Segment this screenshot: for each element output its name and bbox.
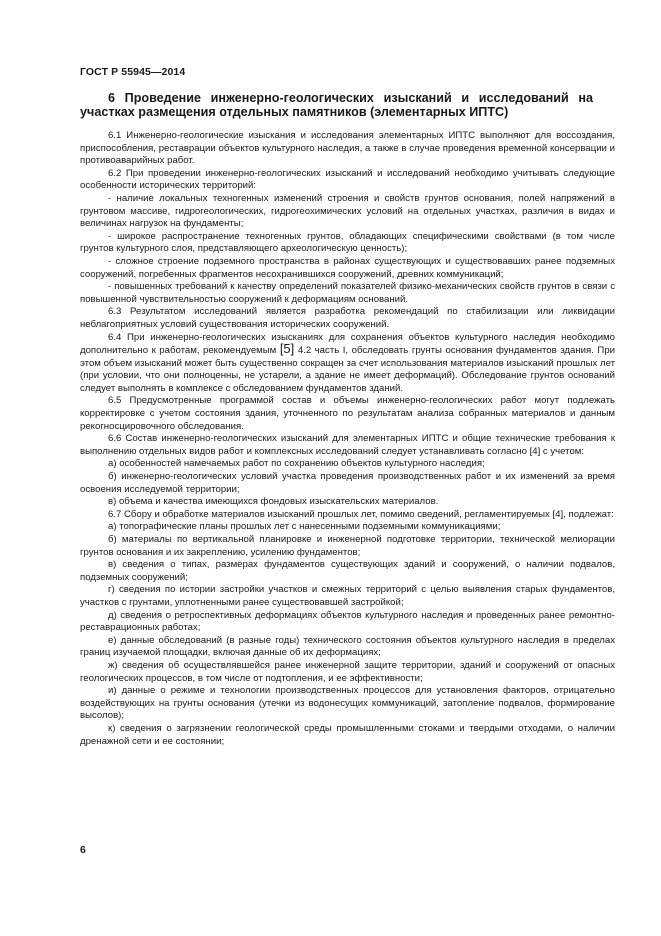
paragraph-6-5: 6.5 Предусмотренные программой состав и объемы инженерно-геологических работ могут подлежать корректировке с учетом состояния здания, уточненного по результатам анализа собранных материалов и данным рекогносцировочного обследования. [80, 395, 615, 432]
paragraph-6-7: 6.7 Сбору и обработке материалов изысканий прошлых лет, помимо сведений, регламентируемых [4], подлежат: [108, 508, 614, 520]
list-item: в) сведения о типах, размерах фундаментов существующих зданий и сооружений, о наличии подвалов, подземных сооружений; [80, 559, 615, 583]
list-item: ж) сведения об осуществлявшейся ранее инженерной защите территории, зданий и сооружений от опасных геологических процессов, в том числе от подтопления, и ее эффективности; [80, 659, 615, 684]
list-item: - повышенных требований к качеству определений показателей физико-механических свойств грунтов в связи с повышенной чувствительностью сооружений к деформациям оснований. [80, 281, 615, 305]
reference-5: [5] [279, 341, 295, 357]
document-code-header: ГОСТ Р 55945—2014 [80, 66, 186, 78]
list-item: г) сведения по истории застройки участков и смежных территорий с целью выявления старых фундаментов, участков с грунтами, уплотненными ранее существовавшей застройкой; [80, 584, 615, 608]
list-item: б) материалы по вертикальной планировке и инженерной подготовке территории, технической мелиорации грунтов основания и их закреплению, усилению фундаментов; [80, 534, 615, 558]
paragraph-6-4-text-start: 6.4 При инженерно-геологических изысканиях для сохранения объектов культурного наследия необходимо дополнительно к работам, рекомендуемым [80, 331, 615, 357]
list-item: д) сведения о ретроспективных деформациях объектов культурного наследия и проведенных ранее ремонтно-реставрационных работах; [80, 609, 615, 634]
page-number: 6 [80, 844, 86, 856]
list-item: е) данные обследований (в разные годы) технического состояния объектов культурного наследия в пределах границ изучаемой площадки, включая данные об их деформациях; [80, 634, 615, 659]
list-item: в) объема и качества имеющихся фондовых изыскательских материалов. [108, 496, 439, 508]
paragraph-6-1: 6.1 Инженерно-геологические изыскания и исследования элементарных ИПТС выполняют для воссоздания, приспособления, реставрации объектов культурного наследия, а также в случае проведения временной консервации и противоаварийных работ. [80, 130, 615, 167]
list-item: - наличие локальных техногенных изменений строения и свойств грунтов основания, полей напряжений в грунтовом массиве, гидрогеологических, гидрогеохимических условий на отдельных участках, различия в видах и величинах нагрузок на фундаменты; [80, 192, 615, 230]
list-item: а) особенностей намечаемых работ по сохранению объектов культурного наследия; [108, 458, 485, 470]
list-item: б) инженерно-геологических условий участка проведения производственных работ и их изменений за время освоения исследуемой территории; [80, 471, 615, 495]
list-item: а) топографические планы прошлых лет с нанесенными подземными коммуникациями; [108, 521, 501, 533]
list-item: - сложное строение подземного пространства в районах существующих и существовавших ранее подземных сооружений, погребенных фрагментов несохранившихся сооружений, древних коммуникаций; [80, 255, 615, 280]
list-item: и) данные о режиме и технологии производственных процессов для установления факторов, отрицательно воздействующих на грунты основания (утечки из водонесущих коммуникаций, затопление подвалов, формирование высолов); [80, 685, 615, 722]
paragraph-6-3: 6.3 Результатом исследований является разработка рекомендаций по стабилизации или ликвидации неблагоприятных условий существования исторических сооружений. [80, 306, 615, 330]
paragraph-6-4-text-end: 4.2 часть I, обследовать грунты основания фундаментов здания. При этом объем изысканий может быть существенно сокращен за счет использования материалов изысканий прошлых лет (при условии, что они полноценны, не устарели, а здание не имеет деформаций). Обследование грунтов оснований следует выполнять в комплексе с обследованием фундаментов зданий. [80, 345, 616, 394]
paragraph-6-6: 6.6 Состав инженерно-геологических изысканий для элементарных ИПТС и общие технические требования к выполнению отдельных видов работ и комплексных исследований следует устанавливать согласно [4] с учетом: [80, 433, 615, 457]
section-title: 6 Проведение инженерно-геологических изысканий и исследований на участках размещения отдельных памятников (элементарных ИПТС) [80, 91, 593, 119]
section-body [80, 130, 615, 748]
paragraph-6-4 [80, 332, 615, 396]
list-item: к) сведения о загрязнении геологической среды промышленными стоками и твердыми отходами, о наличии дренажной сети и ее состоянии; [80, 722, 615, 747]
list-item: - широкое распространение техногенных грунтов, обладающих специфическими свойствами (в том числе грунтов культурного слоя, представляющего археологическую ценность); [80, 230, 615, 255]
paragraph-6-2: 6.2 При проведении инженерно-геологических изысканий и исследований необходимо учитывать следующие особенности исторических территорий: [80, 167, 615, 192]
